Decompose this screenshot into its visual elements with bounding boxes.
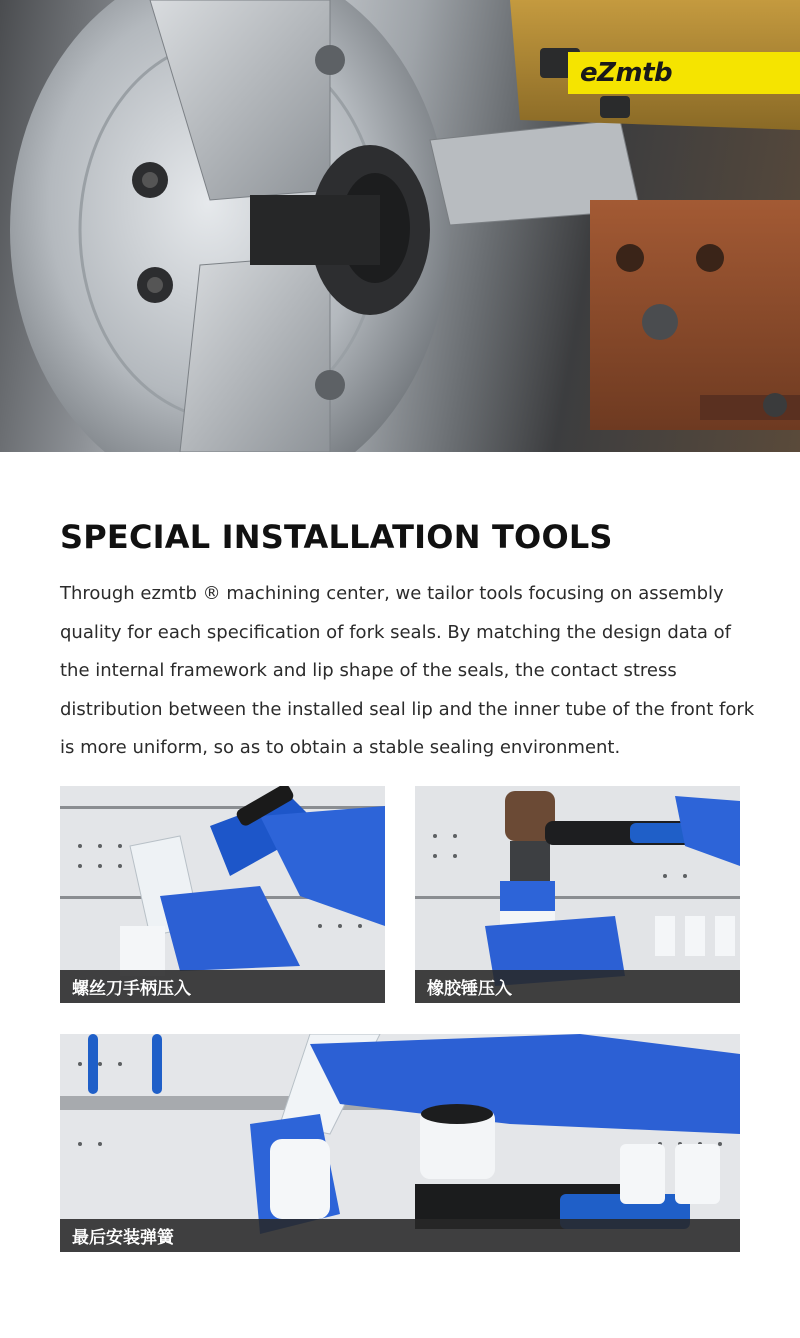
caption-text: 螺丝刀手柄压入: [72, 979, 191, 999]
hero-image: [0, 0, 800, 452]
caption-text: 橡胶锤压入: [427, 979, 512, 999]
photo-rubber-mallet-press: [415, 786, 740, 1003]
caption-text: 最后安装弹簧: [72, 1228, 174, 1248]
photo-screwdriver-press: [60, 786, 385, 1003]
photo-final-spring-install: [60, 1034, 740, 1252]
section-title: SPECIAL INSTALLATION TOOLS: [60, 518, 613, 556]
caption-bar: [60, 970, 385, 1003]
caption-bar: [415, 970, 740, 1003]
section-description: Through ezmtb ® machining center, we tailor tools focusing on assembly quality for each specification of fork seals. By matching the design data of the internal framework and lip shape of the seals, the contact stress distribution between the installed seal lip and the inner tube of the front fork is more uniform, so as to obtain a stable sealing environment.: [60, 583, 755, 758]
caption-bar: [60, 1219, 740, 1252]
brand-logo: [568, 52, 800, 94]
logo-text: eZmtb: [580, 58, 673, 88]
